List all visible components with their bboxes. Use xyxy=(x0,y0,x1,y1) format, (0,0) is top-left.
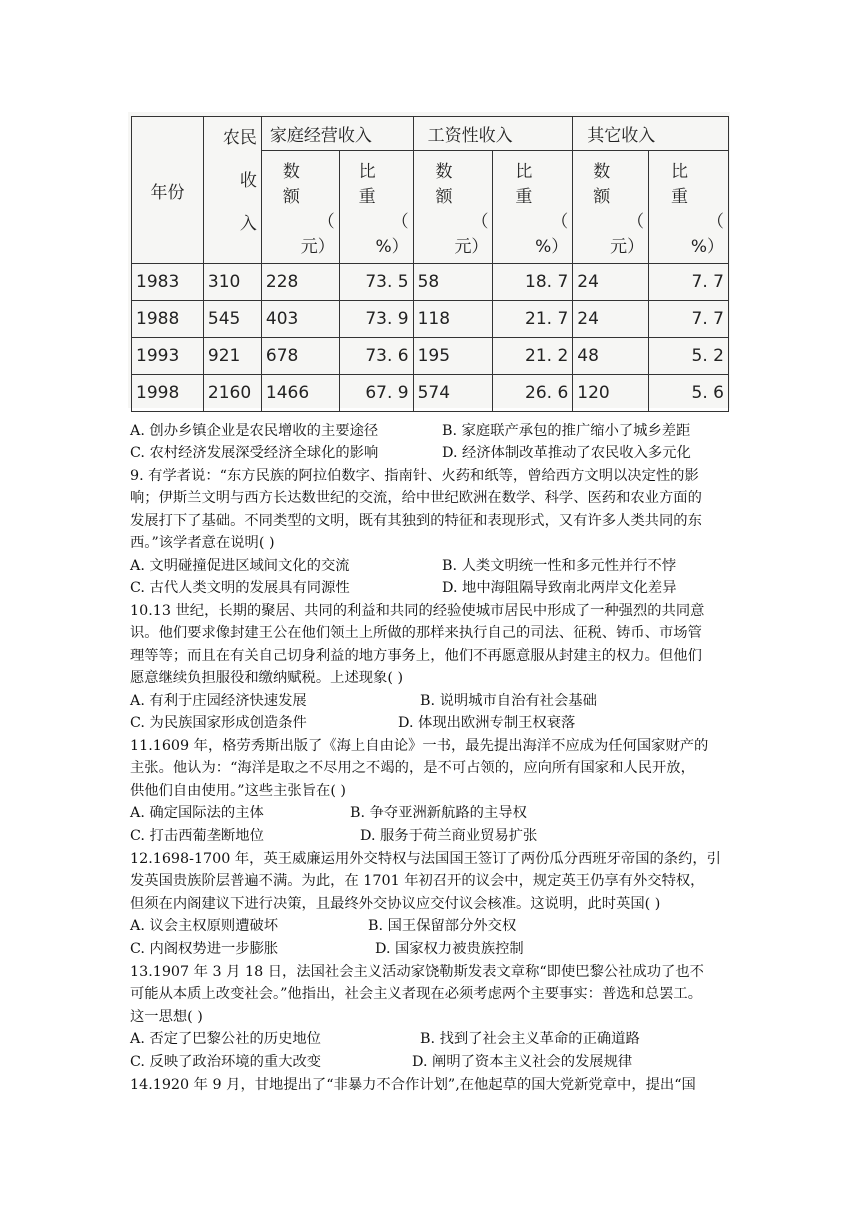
question-9 xyxy=(130,465,730,599)
option-b[interactable]: B. 说明城市自治有社会基础 xyxy=(420,692,597,709)
option-a[interactable]: A. 创办乡镇企业是农民增收的主要途径 xyxy=(130,423,379,439)
question-text: 11.1609 年，格劳秀斯出版了《海上自由论》一书，最先提出海洋不应成为任何国家财产的 xyxy=(130,738,709,754)
option-b[interactable]: B. 家庭联产承包的推广缩小了城乡差距 xyxy=(442,423,691,439)
question-text: 14.1920 年 9 月，甘地提出了“非暴力不合作计划”,在他起草的国大党新党章中，提出“国 xyxy=(130,1077,696,1093)
option-d[interactable]: D. 阐明了资本主义社会的发展规律 xyxy=(412,1053,633,1070)
question-14 xyxy=(130,1074,730,1096)
table-row: 1983 310 228 73. 5 58 18. 7 24 7. 7 xyxy=(132,264,729,301)
question-text: 可能从本质上改变社会。”他指出，社会主义者现在必须考虑两个主要事实：普选和总罢工。 xyxy=(130,986,703,1003)
question-text: 响；伊斯兰文明与西方长达数世纪的交流，给中世纪欧洲在数学、科学、医药和农业方面的 xyxy=(130,490,702,507)
sub-amount-3: 数 额 （ 元） xyxy=(573,151,649,264)
question-text: 识。他们要求像封建王公在他们领土上所做的那样来执行自己的司法、征税、铸币、市场管 xyxy=(130,625,702,642)
question-text: 这一思想( ) xyxy=(130,1008,203,1025)
option-d[interactable]: D. 地中海阻隔导致南北两岸文化差异 xyxy=(442,580,677,597)
question-11 xyxy=(130,735,730,847)
question-10 xyxy=(130,600,730,734)
option-d[interactable]: D. 国家权力被贵族控制 xyxy=(375,940,524,957)
option-c[interactable]: C. 内阁权势进一步膨胀 xyxy=(130,940,279,957)
option-c[interactable]: C. 古代人类文明的发展具有同源性 xyxy=(130,580,350,597)
sub-ratio-1: 比 重 （ %） xyxy=(339,151,413,264)
header-family-business: 家庭经营收入 xyxy=(261,117,413,151)
option-c[interactable]: C. 反映了政治环境的重大改变 xyxy=(130,1053,322,1070)
header-year: 年份 xyxy=(132,117,204,264)
option-a[interactable]: A. 有利于庄园经济快速发展 xyxy=(130,692,307,709)
option-b[interactable]: B. 国王保留部分外交权 xyxy=(368,918,517,935)
table-row: 1988 545 403 73. 9 118 21. 7 24 7. 7 xyxy=(132,301,729,338)
question-text: 13.1907 年 3 月 18 日，法国社会主义活动家饶勒斯发表文章称“即使巴黎公社成功了也不 xyxy=(130,964,704,980)
question-text: 发展打下了基础。不同类型的文明，既有其独到的特征和表现形式，又有许多人类共同的东 xyxy=(130,512,702,529)
option-b[interactable]: B. 人类文明统一性和多元性并行不悖 xyxy=(442,557,677,574)
question-12 xyxy=(130,848,730,960)
option-c[interactable]: C. 打击西葡垄断地位 xyxy=(130,827,264,844)
header-farmer-income: 农民 收 入 xyxy=(203,117,261,264)
sub-amount-1: 数 额 （ 元） xyxy=(261,151,339,264)
option-a[interactable]: A. 确定国际法的主体 xyxy=(130,805,264,822)
question-text: 主张。他认为：“海洋是取之不尽用之不竭的，是不可占领的，应向所有国家和人民开放， xyxy=(130,760,695,777)
question-13 xyxy=(130,961,730,1073)
income-table xyxy=(131,116,729,412)
question-text: 愿意继续负担服役和缴纳赋税。上述现象( ) xyxy=(130,670,404,687)
option-b[interactable]: B. 争夺亚洲新航路的主导权 xyxy=(350,805,527,822)
question-text: 但须在内阁建议下进行决策，且最终外交协议应交付议会核准。这说明，此时英国( ) xyxy=(130,895,661,912)
question-8-options xyxy=(130,420,730,465)
question-text: 供他们自由使用。”这些主张旨在( ) xyxy=(130,782,347,799)
option-c[interactable]: C. 为民族国家形成创造条件 xyxy=(130,715,307,732)
header-wage: 工资性收入 xyxy=(413,117,573,151)
question-text: 发英国贵族阶层普遍不满。为此，在 1701 年初召开的议会中，规定英王仍享有外交特权， xyxy=(130,873,705,890)
option-d[interactable]: D. 经济体制改革推动了农民收入多元化 xyxy=(442,445,691,462)
question-text: 12.1698-1700 年，英王威廉运用外交特权与法国国王签订了两份瓜分西班牙帝国的条约，引 xyxy=(130,851,721,867)
sub-amount-2: 数 额 （ 元） xyxy=(413,151,493,264)
question-text: 9. 有学者说：“东方民族的阿拉伯数字、指南针、火药和纸等，曾给西方文明以决定性的影 xyxy=(130,468,699,484)
table-row: 1993 921 678 73. 6 195 21. 2 48 5. 2 xyxy=(132,338,729,375)
option-a[interactable]: A. 否定了巴黎公社的历史地位 xyxy=(130,1031,321,1048)
question-text: 10.13 世纪，长期的聚居、共同的利益和共同的经验使城市居民中形成了一种强烈的共同意 xyxy=(130,603,705,619)
table-row: 1998 2160 1466 67. 9 574 26. 6 120 5. 6 xyxy=(132,375,729,412)
sub-ratio-2: 比 重 （ %） xyxy=(493,151,573,264)
option-d[interactable]: D. 体现出欧洲专制王权衰落 xyxy=(398,715,576,732)
option-b[interactable]: B. 找到了社会主义革命的正确道路 xyxy=(420,1031,640,1048)
question-text: 西。”该学者意在说明( ) xyxy=(130,535,275,552)
option-c[interactable]: C. 农村经济发展深受经济全球化的影响 xyxy=(130,445,379,462)
option-d[interactable]: D. 服务于荷兰商业贸易扩张 xyxy=(360,827,538,844)
sub-ratio-3: 比 重 （ %） xyxy=(649,151,729,264)
question-text: 理等等；而且在有关自己切身利益的地方事务上，他们不再愿意服从封建主的权力。但他们 xyxy=(130,647,702,664)
option-a[interactable]: A. 议会主权原则遭破坏 xyxy=(130,918,279,935)
option-a[interactable]: A. 文明碰撞促进区域间文化的交流 xyxy=(130,557,350,574)
header-other: 其它收入 xyxy=(573,117,729,151)
